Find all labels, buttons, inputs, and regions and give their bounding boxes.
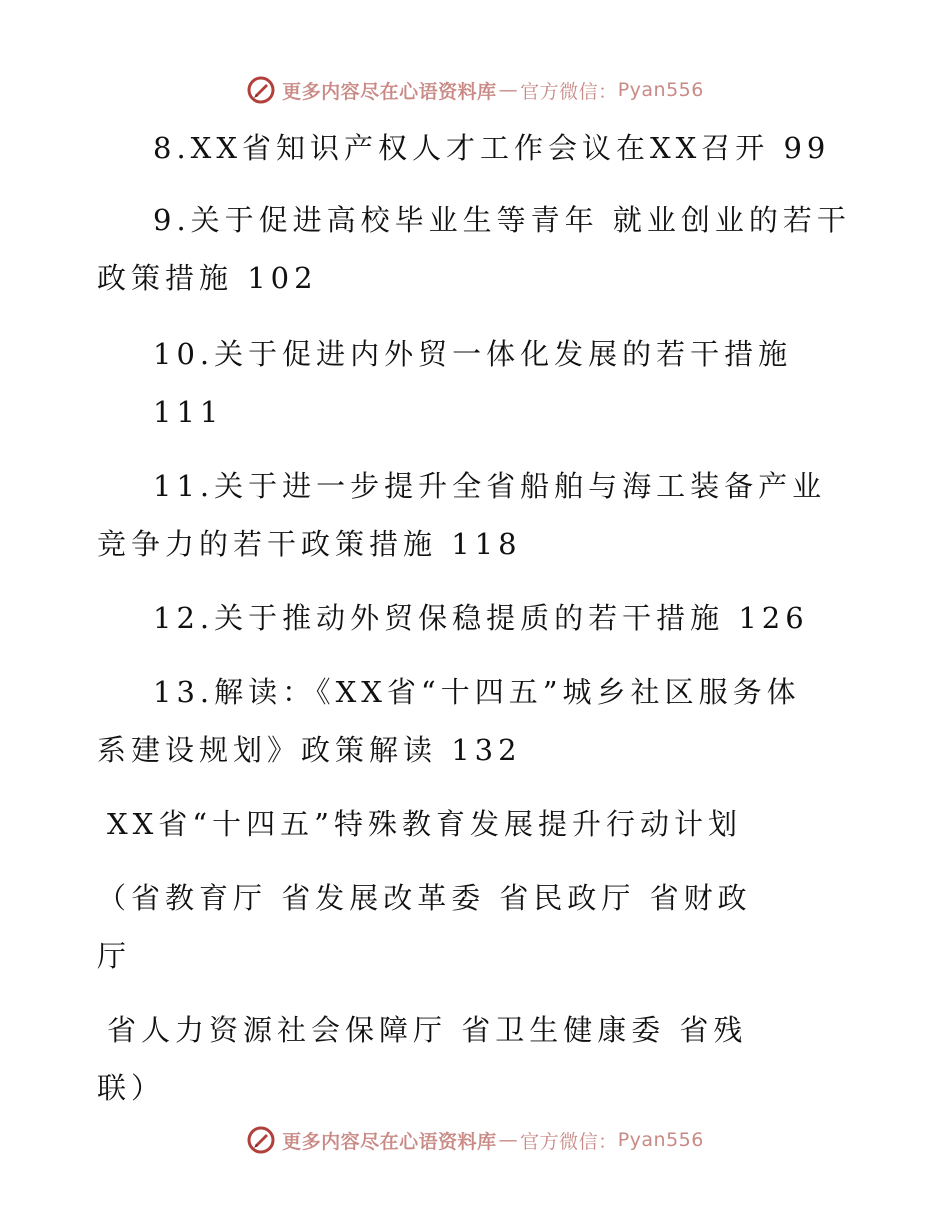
watermark-text: 更多内容尽在心语资料库: [282, 80, 497, 103]
watermark-header: [0, 70, 950, 110]
watermark-wechat-label: 官方微信：: [520, 80, 618, 103]
watermark-wechat-id: Pyan556: [617, 79, 704, 101]
issuers-line-2: 厅: [97, 939, 132, 973]
toc-item-11-line-2: 竞争力的若干政策措施 118: [97, 527, 522, 561]
toc-item-13-line-1: 13.解读：《XX省“十四五”城乡社区服务体: [153, 675, 801, 709]
toc-item-8: 8.XX省知识产权人才工作会议在XX召开 99: [153, 131, 831, 165]
red-seal-pen-icon: [246, 1125, 276, 1155]
watermark-text: 更多内容尽在心语资料库: [282, 1130, 497, 1153]
toc-item-9-line-1: 9.关于促进高校毕业生等青年 就业创业的若干: [153, 203, 851, 237]
watermark-dash: —: [498, 1129, 519, 1151]
document-title: XX省“十四五”特殊教育发展提升行动计划: [107, 807, 742, 841]
toc-item-11-line-1: 11.关于进一步提升全省船舶与海工装备产业: [153, 469, 827, 503]
toc-item-13-line-2: 系建设规划》政策解读 132: [97, 733, 522, 767]
issuers-line-4: 联）: [97, 1071, 166, 1105]
issuers-line-3: 省人力资源社会保障厅 省卫生健康委 省残: [107, 1013, 748, 1047]
toc-item-9-line-2: 政策措施 102: [97, 261, 318, 295]
toc-item-10-line-2: 111: [153, 395, 224, 429]
watermark-dash: —: [498, 79, 519, 101]
toc-item-12: 12.关于推动外贸保稳提质的若干措施 126: [153, 601, 809, 635]
red-seal-pen-icon: [246, 75, 276, 105]
watermark-wechat-label: 官方微信：: [520, 1130, 618, 1153]
watermark-wechat-id: Pyan556: [617, 1129, 704, 1151]
toc-item-10-line-1: 10.关于促进内外贸一体化发展的若干措施: [153, 337, 793, 371]
issuers-line-1: （省教育厅 省发展改革委 省民政厅 省财政: [97, 881, 752, 915]
watermark-footer: [0, 1120, 950, 1160]
